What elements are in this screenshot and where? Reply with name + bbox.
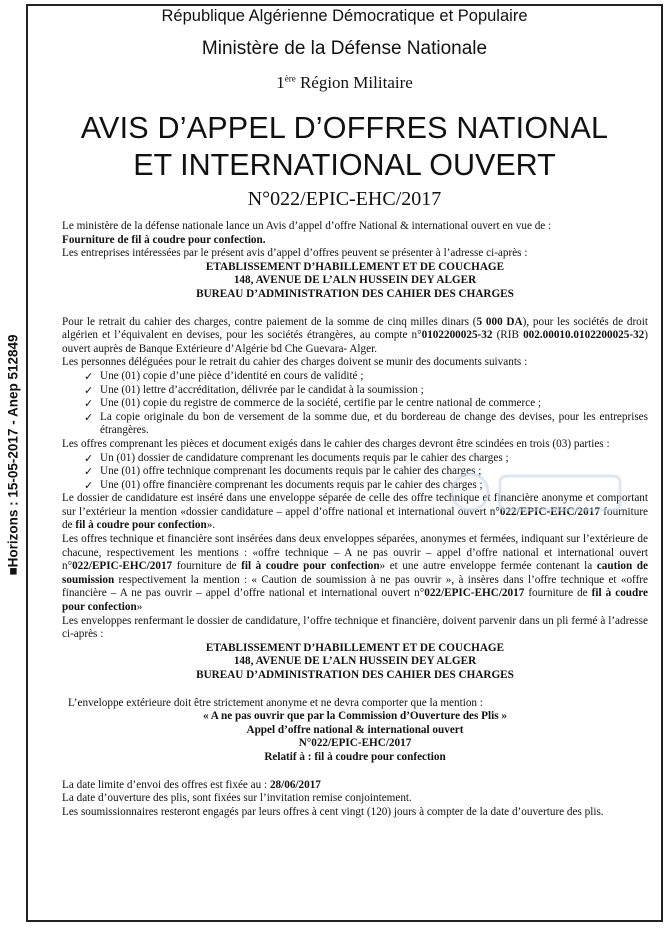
- list-item: ✓ Une (01) copie d’une pièce d’identité en cours de validité ;: [84, 369, 364, 383]
- list-item: ✓ Une (01) offre technique comprenant les documents requis par le cahier des charges ;: [84, 465, 482, 479]
- check-icon: ✓: [84, 478, 94, 492]
- check-icon: ✓: [84, 383, 94, 397]
- intro-paragraph: Le ministère de la défense nationale lance un Avis d’appel d’offre National & international ouvert en vue de :: [62, 220, 552, 232]
- notice-title-line2: ET INTERNATIONAL OUVERT: [133, 148, 556, 182]
- required-documents-list: [62, 370, 648, 438]
- withdrawal-paragraph: Pour le retrait du cahier des charges, contre paiement de la somme de cinq milles dinars (5 000 DA), pour les sociétés de droit algérien et l’équivalent en devises, pour les sociétés étrangères, au compte n°0102200025-32 (RIB 002.00010.0102200025-32) ouvert auprès de Banque Extérieure d’Algérie bd Che Guevara- Alger.: [62, 315, 648, 355]
- mention-line-4: Relatif à : fil à coudre pour confection: [264, 750, 446, 763]
- address-line-3: BUREAU D’ADMINISTRATION DES CAHIER DES CHARGES: [196, 669, 514, 681]
- list-item: ✓ Une (01) offre financière comprenant les documents requis par le cahier des charges ;: [84, 478, 483, 492]
- offer-parts-paragraph: Les offres comprenant les pièces et document exigés dans le cahier des charges devront être scindées en trois (03) parties :: [62, 437, 610, 450]
- list-item: ✓ Une (01) lettre d’accréditation, délivrée par le candidat à la soumission ;: [84, 383, 424, 397]
- list-item: ✓ Un (01) dossier de candidature comprenant les documents requis par le cahier des charges ;: [84, 451, 509, 465]
- delegates-paragraph: Les personnes déléguées pour le retrait du cahier des charges doivent se munir des documents suivants :: [62, 356, 528, 369]
- address-line-2: 148, AVENUE DE L’ALN HUSSEIN DEY ALGER: [233, 274, 477, 287]
- candidature-paragraph: Le dossier de candidature est inséré dans une enveloppe séparée de celle des offre technique et financière anonyme et comportant sur l’extérieur la mention «dossier candidature – appel d’offre national et international ouvert n°022/EPIC-EHC/2017 fourniture de fil à coudre pour confection».: [62, 492, 649, 532]
- check-icon: ✓: [84, 397, 94, 411]
- check-icon: ✓: [84, 451, 94, 465]
- address-line-1: ETABLISSEMENT D’HABILLEMENT ET DE COUCHAGE: [205, 641, 505, 654]
- submission-paragraph: Les enveloppes renfermant le dossier de candidature, l’offre technique et financière, doivent parvenir dans un pli fermé à l’adresse ci-après :: [62, 614, 648, 641]
- address-line-3: BUREAU D’ADMINISTRATION DES CAHIER DES CHARGES: [196, 287, 514, 300]
- deadline-line: La date limite d’envoi des offres est fixée au : 28/06/2017: [62, 778, 321, 791]
- envelopes-paragraph: Les offres technique et financière sont insérées dans deux enveloppes séparées, anonymes et fermées, indiquant sur l’extérieure de chacune, respectivement les mentions : «offre technique – A ne pas ouvrir – appel d’offre national et international ouvert n°022/EPIC-EHC/2017 fourniture de fil à coudre pour confection» et une autre enveloppe fermée contenant la caution de soumission respectivement la mention : « Caution de soumission à ne pas ouvrir », à insères dans l’offre technique et «offre financière – A ne pas ouvrir – appel d’offre national et international ouvert n°022/EPIC-EHC/2017 fourniture de fil à coudre pour confection»: [62, 533, 648, 614]
- mention-line-1: « A ne pas ouvrir que par la Commission d’Ouverture des Plis »: [203, 710, 507, 723]
- ministry-line: Ministère de la Défense Nationale: [201, 38, 488, 59]
- watermark-logo: [440, 462, 640, 532]
- check-icon: ✓: [84, 369, 94, 383]
- validity-paragraph: Les soumissionnaires resteront engagés par leurs offres à cent vingt (120) jours à compter de la date d’ouverture des plis.: [62, 805, 604, 818]
- side-stamp: ■Horizons : 15-05-2017 - Anep 512849: [5, 334, 21, 576]
- object-line: Fourniture de fil à coudre pour confection.: [62, 233, 266, 246]
- outer-envelope-paragraph: L’enveloppe extérieure doit être strictement anonyme et ne devra comporter que la mention :: [68, 696, 483, 709]
- check-icon: ✓: [84, 410, 94, 424]
- address-line-1: ETABLISSEMENT D’HABILLEMENT ET DE COUCHAGE: [205, 260, 505, 273]
- address-line-2: 148, AVENUE DE L’ALN HUSSEIN DEY ALGER: [233, 655, 477, 668]
- address-intro: Les entreprises intéressées par le présent avis d’appel d’offres peuvent se présenter à l’adresse ci-après :: [62, 247, 528, 260]
- notice-reference: N°022/EPIC-EHC/2017: [247, 188, 442, 210]
- check-icon: ✓: [84, 465, 94, 479]
- region-line: 1ère Région Militaire: [276, 73, 413, 92]
- mention-line-3: N°022/EPIC-EHC/2017: [298, 737, 412, 750]
- list-item: ✓ La copie originale du bon de versement de la somme due, et du bordereau de change des devises, pour les entreprises étrangères.: [84, 410, 648, 437]
- opening-line: La date d’ouverture des plis, sont fixées sur l’invitation remise conjointement.: [62, 792, 412, 805]
- republic-line: République Algérienne Démocratique et Populaire: [161, 7, 528, 25]
- list-item: ✓ Une (01) copie du registre de commerce de la société, certifie par le centre national de commerce ;: [84, 397, 542, 411]
- mention-line-2: Appel d’offre national & international ouvert: [246, 723, 464, 736]
- notice-title-line1: AVIS D’APPEL D’OFFRES NATIONAL: [80, 111, 609, 145]
